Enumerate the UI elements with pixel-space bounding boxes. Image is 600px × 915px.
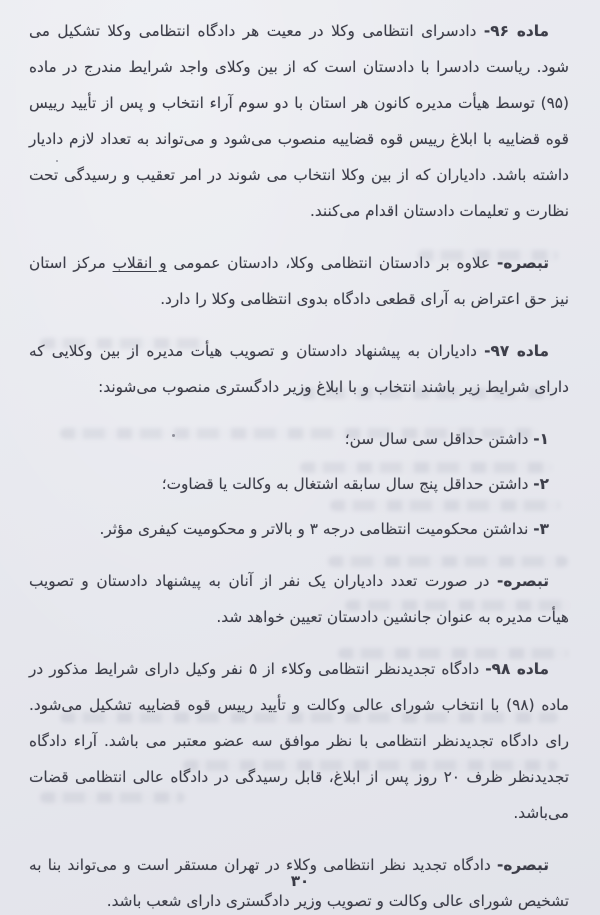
article-97-note-label: تبصره- xyxy=(497,572,549,590)
article-96-text: دادسرای انتظامی وکلا در معیت هر دادگاه انتظامی وکلا تشکیل می شود. ریاست دادسرا با دادستان است که از بین وکلای واجد شرایط مندرج در ماده (۹۵) توسط هیأت مدیره کانون هر استان با دو سوم آراء انتخاب و پس از تأیید رییس قوه قضاییه با ابلاغ رییس قوه قضاییه منصوب می‌شود و می‌تواند به تعداد لازم دادیار داشته باشد. دادیاران که از بین وکلا انتخاب می شوند در امر تعقیب و رسیدگی تحت نظارت و تعلیمات دادستان اقدام می‌کنند. xyxy=(29,22,569,220)
article-96-note-underlined-phrase: و انقلاب xyxy=(112,254,167,272)
article-96-note-paragraph xyxy=(29,245,569,317)
condition-item-3 xyxy=(29,511,569,547)
condition-item-1 xyxy=(29,421,569,457)
article-98-label: ماده ۹۸- xyxy=(485,660,549,678)
article-97-paragraph xyxy=(29,333,569,405)
page-number: ۳۰ xyxy=(290,872,310,890)
document-text-block xyxy=(29,13,569,915)
article-96-paragraph xyxy=(29,13,569,229)
article-98-note-label: تبصره- xyxy=(497,856,549,874)
article-96-label: ماده ۹۶- xyxy=(483,22,549,40)
condition-1-text: داشتن حداقل سی سال سن؛ xyxy=(344,430,529,448)
article-97-note-paragraph xyxy=(29,563,569,635)
article-97-conditions-list xyxy=(29,421,569,547)
condition-2-text: داشتن حداقل پنج سال سابقه اشتغال به وکالت یا قضاوت؛ xyxy=(161,475,529,493)
article-96-note-text-after: مرکز استان نیز حق اعتراض به آرای قطعی دادگاه بدوی انتظامی وکلا را دارد. xyxy=(29,254,569,308)
article-98-note-text: دادگاه تجدید نظر انتظامی وکلاء در تهران مستقر است و می‌تواند بنا به تشخیص شورای عالی وکالت و تصویب وزیر دادگستری دارای شعب باشد. xyxy=(29,856,569,910)
condition-2-number: ۲- xyxy=(533,475,549,493)
article-97-label: ماده ۹۷- xyxy=(484,342,549,360)
condition-item-2 xyxy=(29,466,569,502)
article-96-note-label: تبصره- xyxy=(497,254,549,272)
condition-3-number: ۳- xyxy=(533,520,549,538)
article-98-text: دادگاه تجدیدنظر انتظامی وکلاء از ۵ نفر وکیل دارای شرایط مذکور در ماده (۹۸) با انتخاب شورای عالی وکالت و تأیید رییس قوه قضاییه تشکیل می‌شود. رای دادگاه تجدیدنظر انتظامی با نظر موافق سه عضو معتبر می باشد. آراء دادگاه تجدیدنظر ظرف ۲۰ روز پس از ابلاغ، قابل رسیدگی در دادگاه عالی انتظامی قضات می‌باشد. xyxy=(29,660,569,822)
article-97-text: دادیاران به پیشنهاد دادستان و تصویب هیأت مدیره از بین وکلایی که دارای شرایط زیر باشند انتخاب و با ابلاغ وزیر دادگستری منصوب می‌شوند: xyxy=(29,342,569,396)
article-97-note-text: در صورت تعدد دادیاران یک نفر از آنان به پیشنهاد دادستان و تصویب هیأت مدیره به عنوان جانشین دادستان تعیین خواهد شد. xyxy=(29,572,569,626)
condition-3-text: نداشتن محکومیت انتظامی درجه ۳ و بالاتر و محکومیت کیفری مؤثر. xyxy=(99,520,529,538)
condition-1-number: ۱- xyxy=(533,430,549,448)
article-96-note-text-before: علاوه بر دادستان انتظامی وکلا، دادستان عمومی xyxy=(173,254,491,272)
article-98-paragraph xyxy=(29,651,569,831)
